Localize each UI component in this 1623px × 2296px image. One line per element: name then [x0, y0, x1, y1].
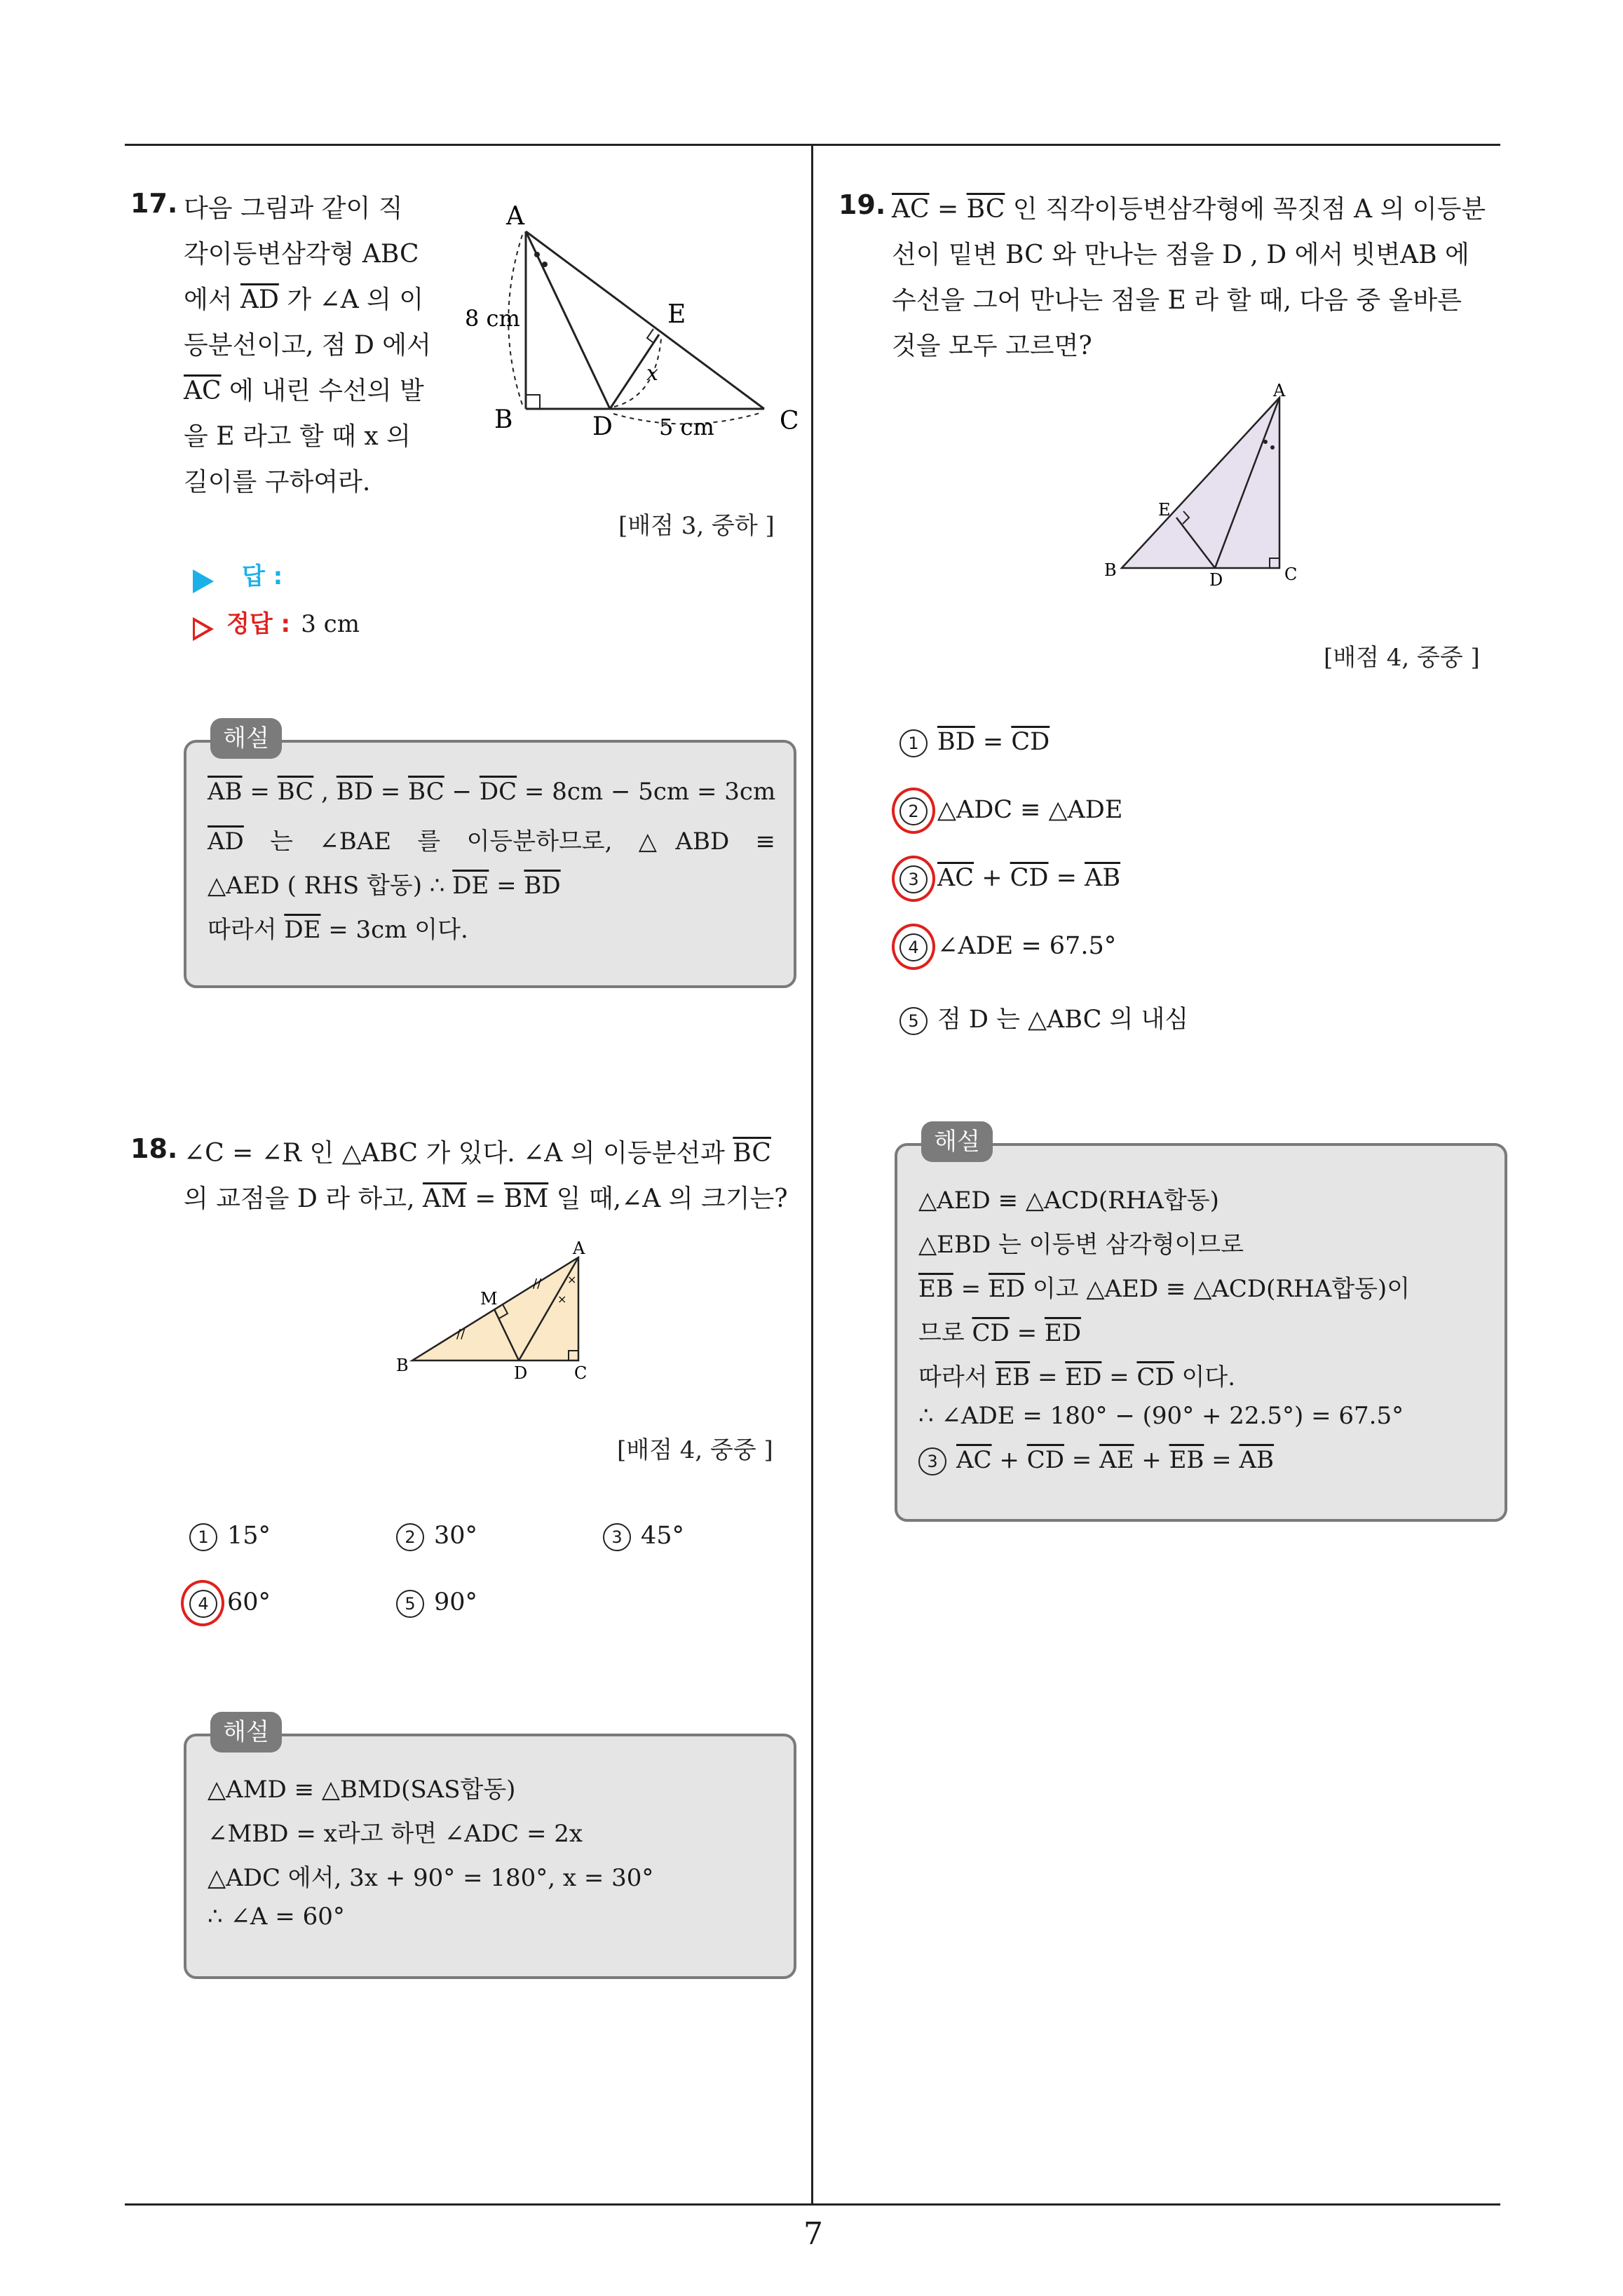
exp-line: ∴ ∠ADE = 180° − (90° + 22.5°) = 67.5° [918, 1402, 1404, 1430]
fig-triangle [1122, 398, 1279, 568]
fig-label-e: E [667, 300, 686, 329]
q18-choice-1[interactable]: 1 15° [189, 1522, 271, 1551]
fig-tick: // [456, 1327, 466, 1342]
choice-number: 3 [603, 1523, 631, 1551]
exp-line: ∴ ∠A = 60° [208, 1903, 345, 1931]
q19-line: 수선을 그어 만나는 점을 E 라 할 때, 다음 중 올바른 [892, 286, 1462, 315]
q17-line: 각이등변삼각형 ABC [184, 240, 419, 269]
choice-number: 2 [396, 1523, 424, 1551]
q17-line: 을 E 라고 할 때 x 의 [184, 422, 411, 451]
correct-value: 3 cm [301, 610, 360, 638]
q19-choice-3[interactable]: 3 $\overline{AC} + \overline{CD} = \overline{AB}$ [899, 864, 1120, 893]
fig-label-x: x [646, 361, 658, 386]
choice-number: 1 [189, 1523, 217, 1551]
fig-label-a: A [506, 202, 524, 231]
q18-number: 18. [130, 1133, 178, 1164]
exp-line: 3 $\overline{AC} + \overline{CD} = \overline{AE} + \overline{EB} = \overline{AB}$ [918, 1446, 1274, 1475]
fig-label-a: A [573, 1241, 585, 1258]
answer-mark-circle [181, 1580, 224, 1626]
fig-right-angle-b [526, 395, 540, 409]
exp-line: 따라서 $\overline{EB} = \overline{ED} = \overline{CD}$ 이다. [918, 1363, 1236, 1391]
exp-line: ∠MBD = x라고 하면 ∠ADC = 2x [208, 1820, 583, 1848]
fig-ac [526, 231, 764, 409]
q18-line: 의 교점을 D 라 하고, $\overline{AM} = \overline{BM}$ 일 때,∠A 의 크기는? [184, 1184, 788, 1213]
fig-label-d: D [592, 412, 613, 441]
fig-label-c: C [574, 1363, 588, 1382]
exp-line: △AMD ≡ △BMD(SAS합동) [208, 1776, 516, 1804]
answer-mark-circle [892, 788, 935, 834]
exp-line: △EBD 는 이등변 삼각형이므로 [918, 1231, 1244, 1259]
fig-tick: // [533, 1276, 542, 1291]
q17-explanation-box [184, 740, 796, 988]
choice-number: 4 [899, 933, 928, 961]
q17-line: 등분선이고, 점 D 에서 [184, 331, 431, 360]
q19-choice-5[interactable]: 5 점 D 는 △ABC 의 내심 [899, 1000, 1188, 1035]
fig-angle-dot [542, 262, 548, 267]
fig-ad [526, 231, 610, 409]
q18-choice-3[interactable]: 3 45° [603, 1522, 684, 1551]
exp-line: 따라서 $\overline{DE} = 3cm$ 이다. [208, 916, 468, 944]
q18-explanation-box [184, 1734, 796, 1979]
exp-line: △ADC 에서, 3x + 90° = 180°, x = 30° [208, 1864, 654, 1892]
q19-line: 선이 밑변 BC 와 만나는 점을 D , D 에서 빗변AB 에 [892, 241, 1469, 269]
q18-score: [배점 4, 중중 ] [617, 1436, 773, 1464]
q18-figure [389, 1241, 613, 1382]
exp-line: $\overline{EB} = \overline{ED}$ 이고 △AED ≡ △ACD(RHA합동)이 [918, 1275, 1411, 1303]
answer-mark-circle [892, 856, 935, 902]
fig-label-b: B [494, 405, 513, 434]
q17-text [184, 186, 443, 505]
fig-tick: × [557, 1292, 567, 1306]
exp-line: △AED ( RHS 합동) ∴ $\overline{DE} = \overline{BD}$ [208, 872, 561, 900]
exp-line: △AED ≡ △ACD(RHA합동) [918, 1187, 1219, 1215]
choice-number: 3 [899, 865, 928, 893]
q18-choice-4[interactable]: 4 60° [189, 1588, 271, 1618]
q17-line: 길이를 구하여라. [184, 468, 371, 497]
fig-angle-dot [1263, 440, 1268, 444]
fig-label-d: D [514, 1363, 528, 1382]
column-divider [811, 144, 813, 2204]
fig-label-m: M [480, 1289, 498, 1309]
q17-explanation-tag: 해설 [210, 718, 282, 759]
fig-label-a: A [1273, 382, 1286, 400]
choice-number: 5 [899, 1007, 928, 1035]
q19-choice-1[interactable]: 1 $\overline{BD} = \overline{CD}$ [899, 728, 1050, 757]
q19-figure [1094, 382, 1318, 593]
q17-figure [456, 196, 820, 449]
q19-line: $\overline{AC} = \overline{BC}$ 인 직각이등변삼각형에 꼭짓점 A 의 이등분 [892, 195, 1486, 224]
choice-number: 5 [396, 1590, 424, 1618]
bottom-rule [125, 2203, 1500, 2206]
outline-play-icon [193, 617, 214, 641]
fig-angle-dot [534, 252, 540, 257]
q19-line: 것을 모두 고르면? [892, 332, 1092, 360]
q17-number: 17. [130, 188, 178, 219]
answer-mark-circle [892, 924, 935, 970]
fig-label-b: B [1104, 560, 1117, 580]
q17-line: 에서 $\overline{AD}$ 가 ∠A 의 이 [184, 285, 424, 314]
choice-number: 2 [899, 797, 928, 825]
q19-explanation-tag: 해설 [921, 1121, 993, 1162]
q18-explanation-tag: 해설 [210, 1712, 282, 1753]
q18-choice-2[interactable]: 2 30° [396, 1522, 477, 1551]
correct-label: 정답 : [226, 610, 291, 638]
q17-correct-row [193, 605, 360, 641]
q18-line: ∠C = ∠R 인 △ABC 가 있다. ∠A 의 이등분선과 $\overline{BC}$ [184, 1139, 771, 1168]
choice-number: 4 [189, 1590, 217, 1618]
fig-label-8cm: 8 cm [465, 305, 520, 332]
q19-choice-4[interactable]: 4 ∠ADE = 67.5° [899, 932, 1116, 961]
fig-label-5cm: 5 cm [659, 414, 714, 440]
exp-line: $\overline{AD}$ 는 ∠BAE 를 이등분하므로, △ABD ≡ [208, 828, 775, 856]
q19-number: 19. [838, 189, 886, 220]
play-icon [193, 569, 214, 593]
fig-label-d: D [1209, 570, 1223, 590]
q17-score: [배점 3, 중하 ] [618, 512, 775, 540]
fig-tick: × [567, 1273, 577, 1286]
q17-line: 다음 그림과 같이 직 [184, 194, 403, 223]
fig-label-c: C [780, 407, 799, 435]
fig-label-e: E [1158, 500, 1171, 520]
fig-label-b: B [396, 1356, 409, 1375]
exp-line: $\overline{AB} = \overline{BC}$ , $\overline{BD} = \overline{BC} - \overline{DC} = 8cm - 5cm = 3cm$ [208, 778, 776, 806]
choice-number: 1 [899, 729, 928, 757]
exp-line: 므로 $\overline{CD} = \overline{ED}$ [918, 1319, 1081, 1347]
page-number: 7 [803, 2216, 823, 2252]
fig-label-c: C [1284, 565, 1298, 584]
q19-explanation-box [895, 1143, 1507, 1522]
choice-number: 3 [918, 1447, 946, 1475]
fig-angle-dot [1270, 445, 1275, 450]
q17-answer-row [193, 557, 283, 593]
q18-choice-5[interactable]: 5 90° [396, 1588, 477, 1618]
fig-triangle [412, 1257, 578, 1360]
q17-line: $\overline{AC}$ 에 내린 수선의 발 [184, 377, 424, 405]
fig-right-angle-e [647, 329, 653, 342]
q19-score: [배점 4, 중중 ] [1324, 644, 1480, 672]
q19-choice-2[interactable]: 2 △ADC ≡ △ADE [899, 796, 1122, 825]
answer-label: 답 : [242, 562, 283, 590]
